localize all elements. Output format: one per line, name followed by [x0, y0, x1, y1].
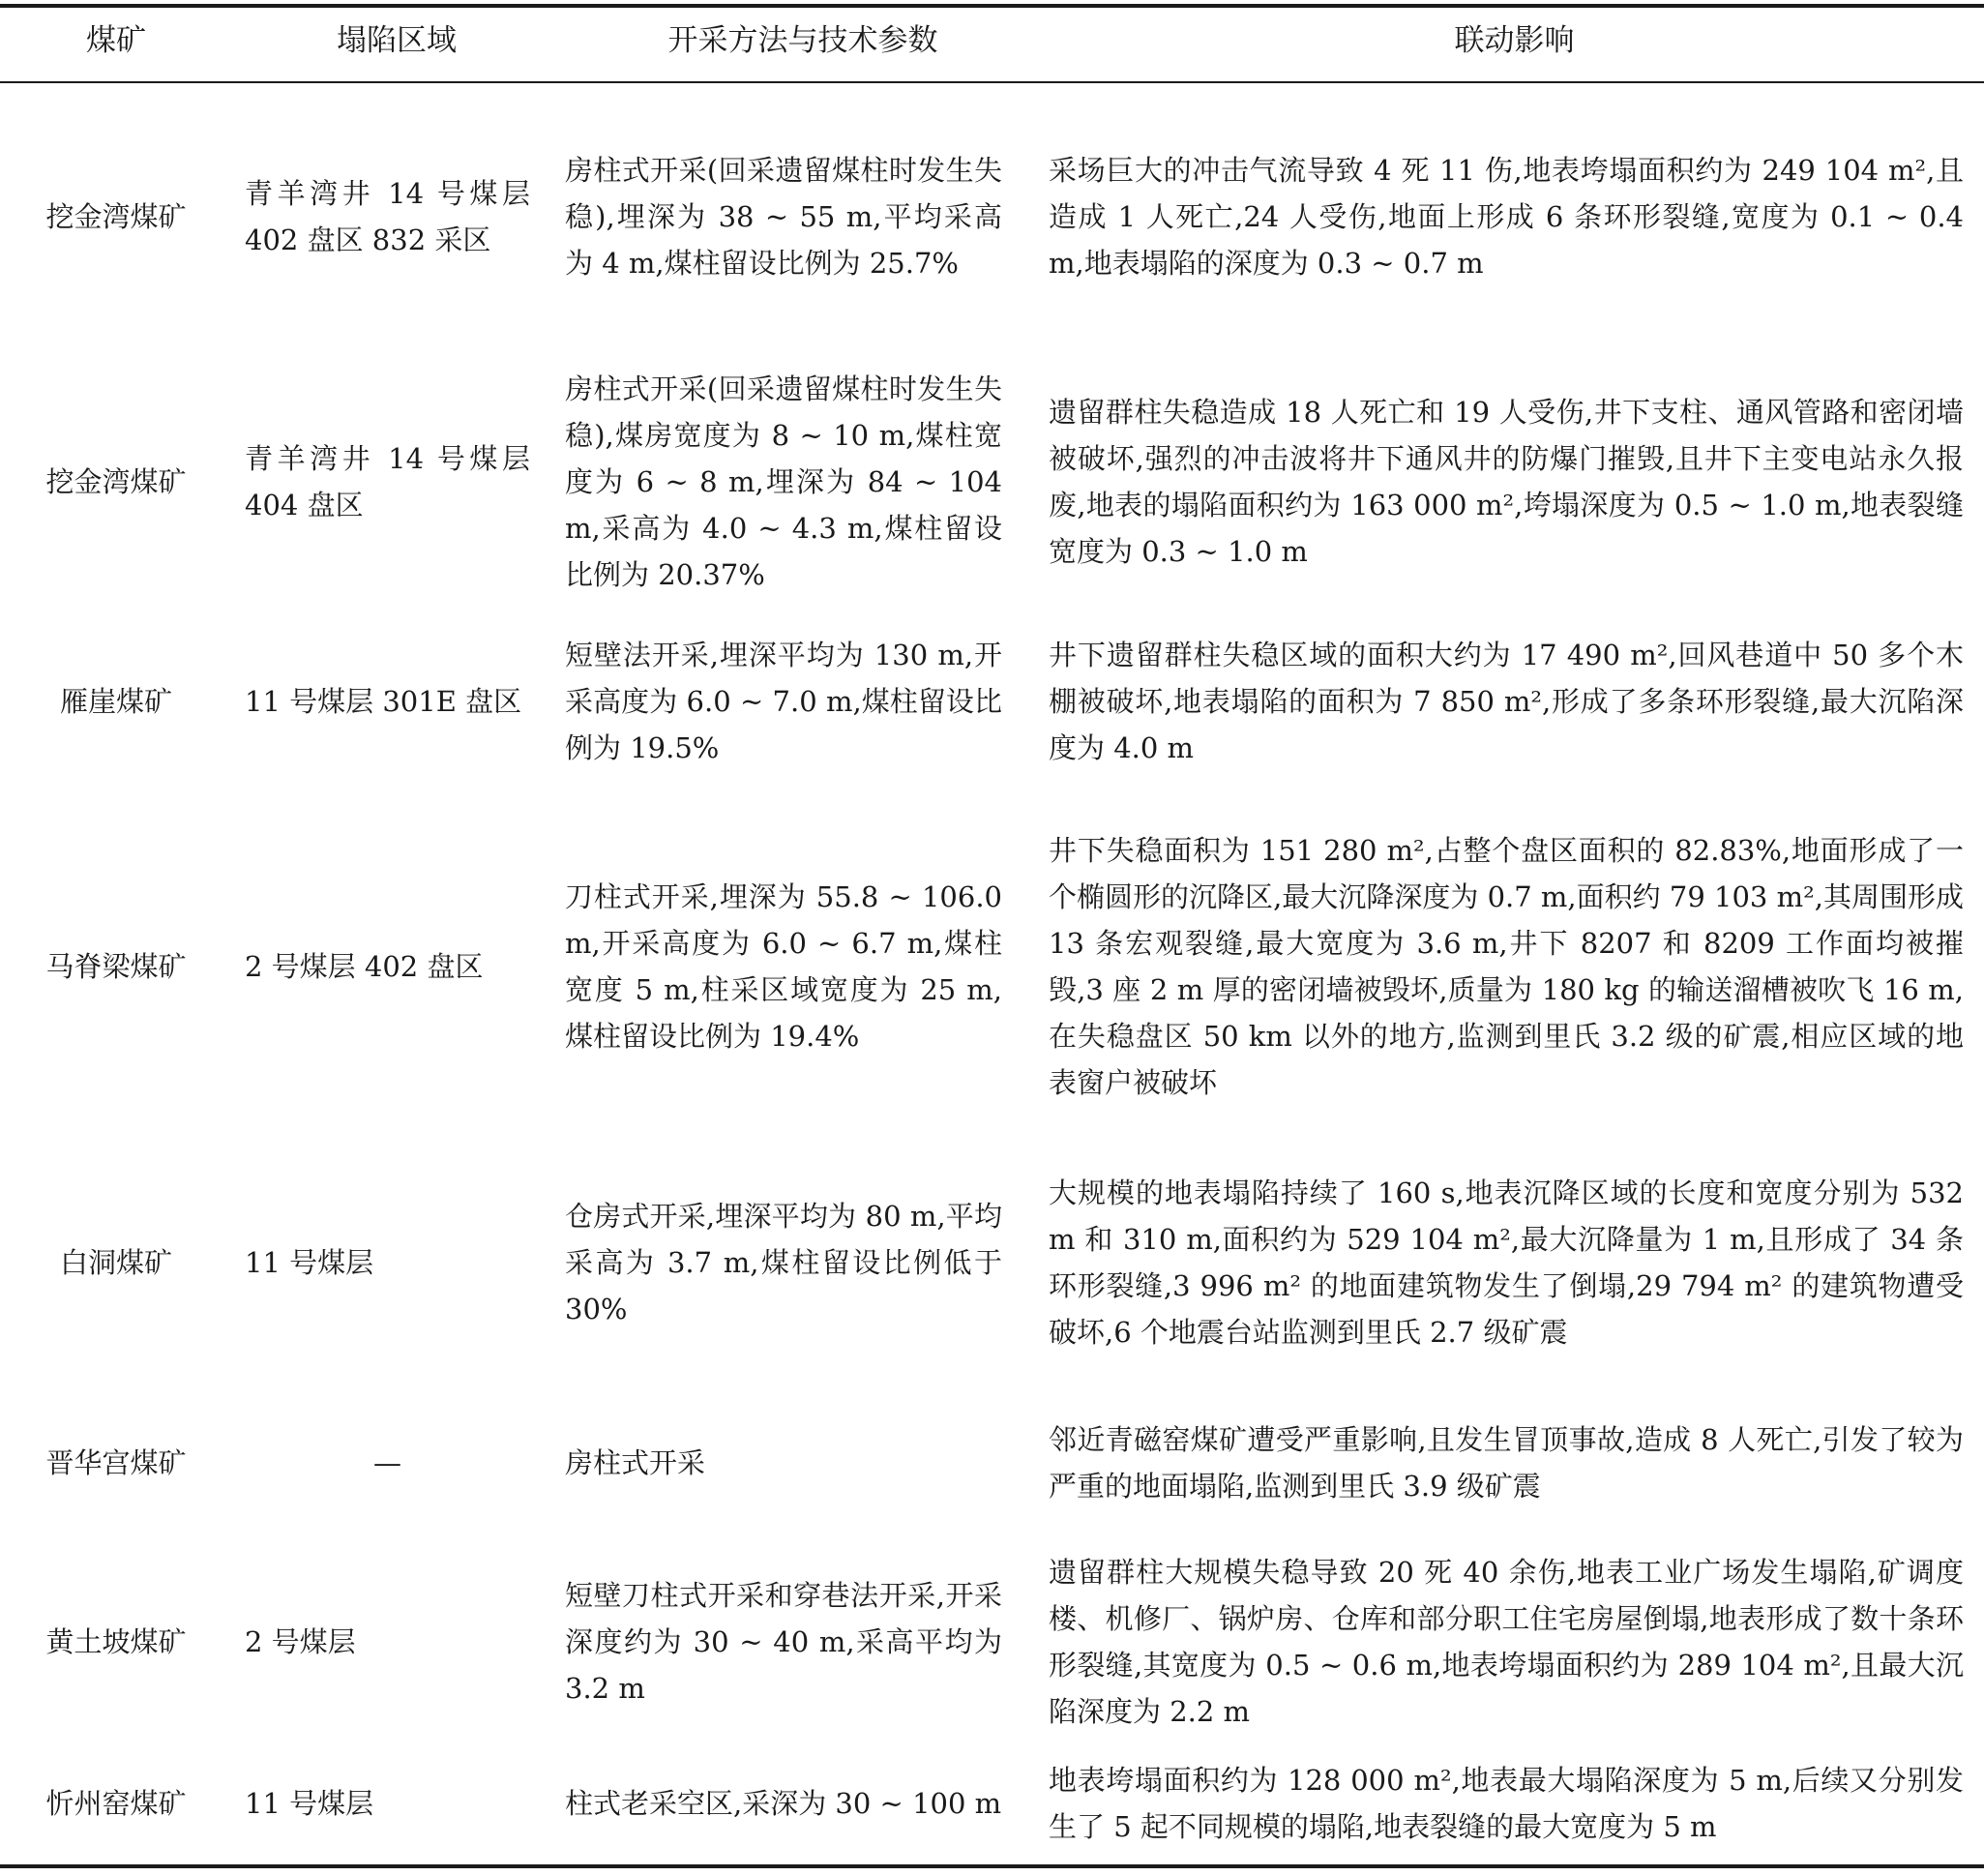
cell-area: 11 号煤层 301E 盘区: [245, 685, 522, 718]
cell-area: 11 号煤层: [245, 1246, 374, 1279]
cell-impact: 井下失稳面积为 151 280 m²,占整个盘区面积的 82.83%,地面形成了一个椭圆形的沉降区,最大沉降深度为 0.7 m,面积约 79 103 m²,其周围形成 13 条宏观裂缝,最大宽度为 3.6 m,井下 8207 和 8209 工作面均被摧毁,3 座 2 m 厚的密闭墙被毁坏,质量为 180 kg 的输送溜槽被吹飞 16 m,在失稳盘区 50 km 以外的地方,监测到里氏 3.2 级的矿震,相应区域的地表窗户被破坏: [1049, 834, 1964, 1099]
table-bottom-rule: [0, 1864, 1984, 1868]
header-method: 开采方法与技术参数: [667, 23, 938, 58]
table-row: [0, 1753, 1984, 1854]
table-header-rule: [0, 81, 1984, 83]
cell-area: 青羊湾井 14 号煤层 402 盘区 832 采区: [245, 177, 530, 256]
header-mine: 煤矿: [86, 23, 146, 58]
table-row: [0, 358, 1984, 606]
table-row: [0, 1161, 1984, 1364]
table-row: [0, 1413, 1984, 1513]
cell-method: 刀柱式开采,埋深为 55.8 ~ 106.0 m,开采高度为 6.0 ~ 6.7 m,煤柱宽度 5 m,柱采区域宽度为 25 m,煤柱留设比例为 19.4%: [565, 880, 1002, 1053]
cell-impact: 地表垮塌面积约为 128 000 m²,地表最大塌陷深度为 5 m,后续又分别发生了 5 起不同规模的塌陷,地表裂缝的最大宽度为 5 m: [1049, 1764, 1964, 1843]
cell-mine: 黄土坡煤矿: [45, 1625, 187, 1658]
cell-mine: 马脊梁煤矿: [45, 950, 187, 983]
cell-mine: 挖金湾煤矿: [45, 465, 187, 498]
cell-method: 房柱式开采: [565, 1446, 706, 1479]
cell-mine: 雁崖煤矿: [59, 685, 172, 718]
cell-impact: 遗留群柱大规模失稳导致 20 死 40 余伤,地表工业广场发生塌陷,矿调度楼、机修厂、锅炉房、仓库和部分职工住宅房屋倒塌,地表形成了数十条环形裂缝,其宽度为 0.5 ~ 0.6 m,地表垮塌面积约为 289 104 m²,且最大沉陷深度为 2.2 m: [1049, 1556, 1964, 1728]
table-row: [0, 116, 1984, 317]
cell-method: 房柱式开采(回采遗留煤柱时发生失稳),埋深为 38 ~ 55 m,平均采高为 4 m,煤柱留设比例为 25.7%: [565, 154, 1002, 280]
cell-impact: 大规模的地表塌陷持续了 160 s,地表沉降区域的长度和宽度分别为 532 m 和 310 m,面积约为 529 104 m²,最大沉降量为 1 m,且形成了 34 条环形裂缝,3 996 m² 的地面建筑物发生了倒塌,29 794 m² 的建筑物遭受破坏,6 个地震台站监测到里氏 2.7 级矿震: [1049, 1176, 1964, 1349]
cell-area: 青羊湾井 14 号煤层 404 盘区: [245, 442, 530, 521]
cell-area: 2 号煤层: [245, 1625, 356, 1658]
table-row: [0, 627, 1984, 776]
table-top-rule: [0, 4, 1984, 8]
cell-area: 2 号煤层 402 盘区: [245, 950, 484, 983]
cell-impact: 井下遗留群柱失稳区域的面积大约为 17 490 m²,回风巷道中 50 多个木棚被破坏,地表塌陷的面积为 7 850 m²,形成了多条环形裂缝,最大沉陷深度为 4.0 m: [1049, 639, 1964, 764]
cell-impact: 邻近青磁窑煤矿遭受严重影响,且发生冒顶事故,造成 8 人死亡,引发了较为严重的地面塌陷,监测到里氏 3.9 级矿震: [1049, 1423, 1964, 1503]
table-row: [0, 819, 1984, 1115]
header-impact: 联动影响: [1454, 23, 1575, 58]
cell-impact: 遗留群柱失稳造成 18 人死亡和 19 人受伤,井下支柱、通风管路和密闭墙被破坏,强烈的冲击波将井下通风井的防爆门摧毁,且井下主变电站永久报废,地表的塌陷面积约为 163 000 m²,垮塌深度为 0.5 ~ 1.0 m,地表裂缝宽度为 0.3 ~ 1.0 m: [1049, 396, 1964, 568]
header-area: 塌陷区域: [337, 23, 457, 58]
table-row: [0, 1542, 1984, 1742]
cell-method: 房柱式开采(回采遗留煤柱时发生失稳),煤房宽度为 8 ~ 10 m,煤柱宽度为 6 ~ 8 m,埋深为 84 ~ 104 m,采高为 4.0 ~ 4.3 m,煤柱留设比例为 20.37%: [565, 372, 1002, 591]
cell-method: 仓房式开采,埋深平均为 80 m,平均采高为 3.7 m,煤柱留设比例低于 30%: [565, 1200, 1002, 1325]
cell-mine: 挖金湾煤矿: [45, 200, 187, 233]
cell-method: 短壁刀柱式开采和穿巷法开采,开采深度约为 30 ~ 40 m,采高平均为 3.2 m: [565, 1579, 1002, 1705]
cell-area: 11 号煤层: [245, 1787, 374, 1820]
cell-mine: 白洞煤矿: [59, 1246, 172, 1279]
cell-mine: 晋华宫煤矿: [45, 1446, 187, 1479]
cell-impact: 采场巨大的冲击气流导致 4 死 11 伤,地表垮塌面积约为 249 104 m²,且造成 1 人死亡,24 人受伤,地面上形成 6 条环形裂缝,宽度为 0.1 ~ 0.4 m,地表塌陷的深度为 0.3 ~ 0.7 m: [1049, 154, 1964, 280]
cell-mine: 忻州窑煤矿: [45, 1787, 187, 1820]
cell-method: 短壁法开采,埋深平均为 130 m,开采高度为 6.0 ~ 7.0 m,煤柱留设比例为 19.5%: [565, 639, 1002, 764]
cell-method: 柱式老采空区,采深为 30 ~ 100 m: [565, 1787, 1002, 1820]
cell-area: —: [373, 1446, 401, 1479]
